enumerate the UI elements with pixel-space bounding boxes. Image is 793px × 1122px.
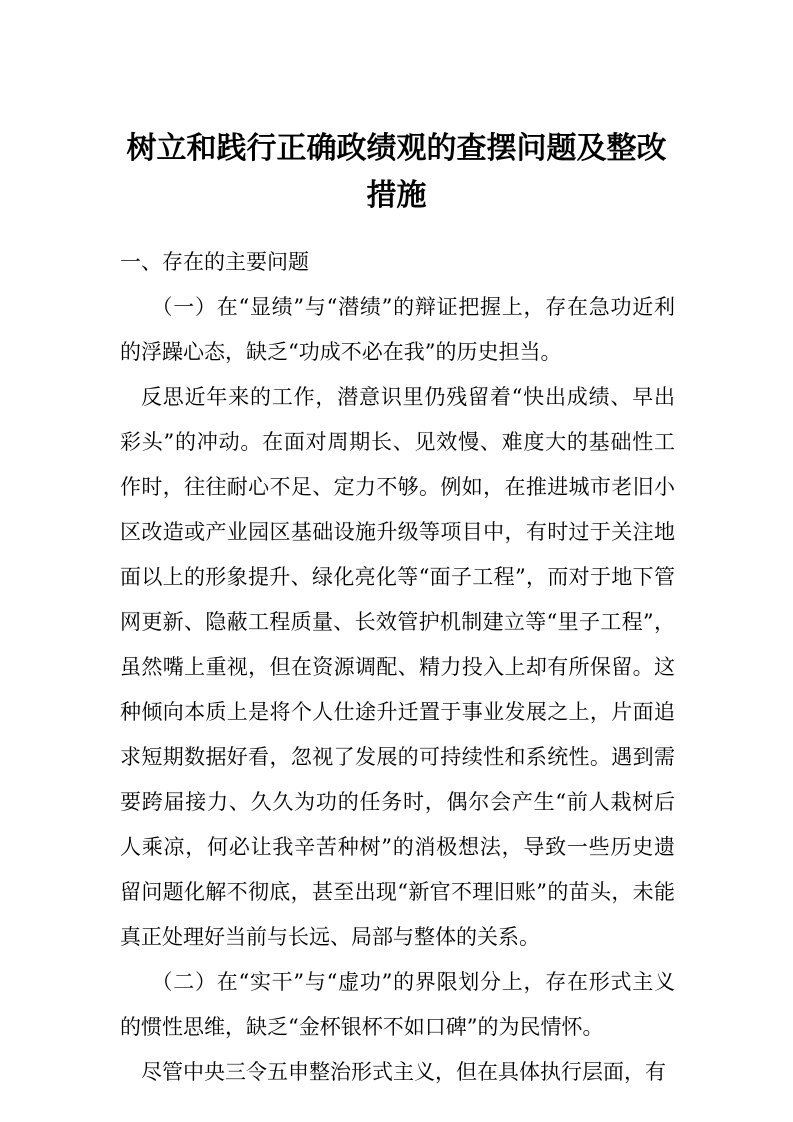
document-title-line-1: 树立和践行正确政绩观的查摆问题及整改 bbox=[126, 131, 667, 166]
paragraph-2: 尽管中央三令五申整治形式主义，但在具体执行层面，有 bbox=[141, 1060, 666, 1084]
sub-heading-2: （二）在“实干”与“虚功”的界限划分上，存在形式主义的惯性思维，缺乏“金杯银杯不如口碑”的为民情怀。 bbox=[120, 970, 675, 1039]
section-heading: 一、存在的主要问题 bbox=[120, 250, 309, 274]
paragraph-1: 反思近年来的工作，潜意识里仍残留着“快出成绩、早出彩头”的冲动。在面对周期长、见效慢、难度大的基础性工作时，往往耐心不足、定力不够。例如，在推进城市老旧小区改造或产业园区基础设施升级等项目中，有时过于关注地面以上的形象提升、绿化亮化等“面子工程”，而对于地下管网更新、隐蔽工程质量、长效管护机制建立等“里子工程”，虽然嘴上重视，但在资源调配、精力投入上却有所保留。这种倾向本质上是将个人仕途升迁置于事业发展之上，片面追求短期数据好看，忽视了发展的可持续性和系统性。遇到需要跨届接力、久久为功的任务时，偶尔会产生“前人栽树后人乘凉，何必让我辛苦种树”的消极想法，导致一些历史遗留问题化解不彻底，甚至出现“新官不理旧账”的苗头，未能真正处理好当前与长远、局部与整体的关系。 bbox=[120, 385, 675, 949]
document-body bbox=[120, 240, 675, 1095]
document-title-line-2: 措施 bbox=[366, 178, 427, 213]
sub-heading-1: （一）在“显绩”与“潜绩”的辩证把握上，存在急功近利的浮躁心态，缺乏“功成不必在我”的历史担当。 bbox=[120, 295, 675, 364]
